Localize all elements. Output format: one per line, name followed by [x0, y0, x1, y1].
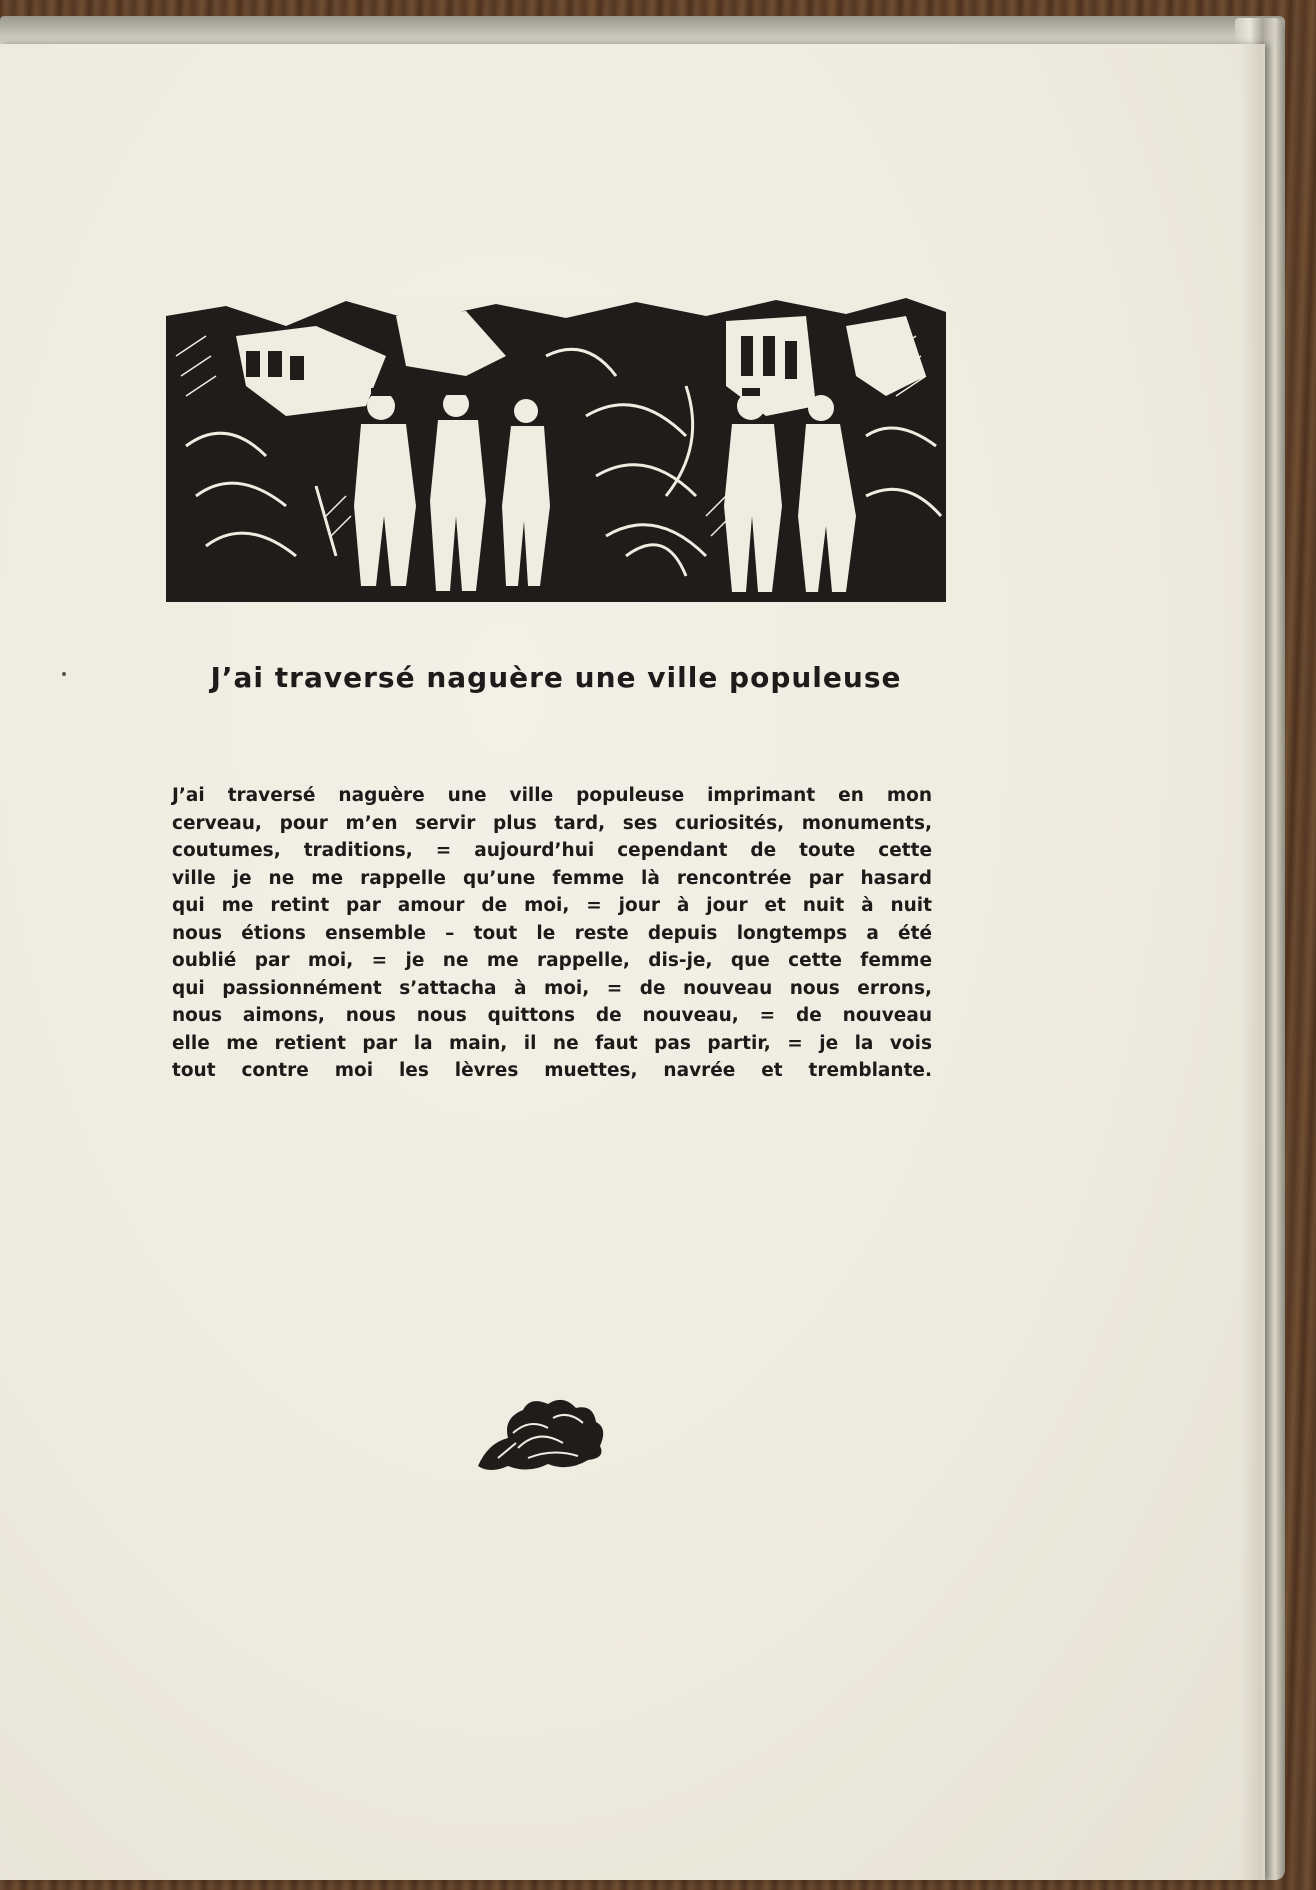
body-line: nous étions ensemble – tout le reste depuis longtemps a été: [172, 922, 932, 944]
tailpiece-vignette: [468, 1388, 610, 1474]
body-line: ville je ne me rappelle qu’une femme là rencontrée par hasard: [172, 867, 932, 889]
body-line: coutumes, traditions, = aujourd’hui cependant de toute cette: [172, 840, 932, 861]
body-line: oublié par moi, = je ne me rappelle, dis-je, que cette femme: [172, 950, 932, 971]
body-line: J’ai traversé naguère une ville populeuse imprimant en mon: [172, 785, 932, 806]
body-line: cerveau, pour m’en servir plus tard, ses curiosités, monuments,: [172, 812, 932, 834]
body-line: qui passionnément s’attacha à moi, = de nouveau nous errons,: [172, 977, 932, 999]
header-woodcut-illustration: [166, 296, 946, 602]
body-line: nous aimons, nous nous quittons de nouveau, = de nouveau: [172, 1005, 932, 1026]
body-paragraph: [172, 782, 932, 1085]
body-line: elle me retient par la main, il ne faut pas partir, = je la vois: [172, 1032, 932, 1054]
page-deckle-edge: [1240, 44, 1262, 1880]
body-line: qui me retint par amour de moi, = jour à jour et nuit à nuit: [172, 895, 932, 916]
paper-speck: [62, 672, 66, 676]
chapter-title: J’ai traversé naguère une ville populeuse: [210, 661, 902, 694]
body-line: tout contre moi les lèvres muettes, navrée et tremblante.: [172, 1060, 932, 1081]
